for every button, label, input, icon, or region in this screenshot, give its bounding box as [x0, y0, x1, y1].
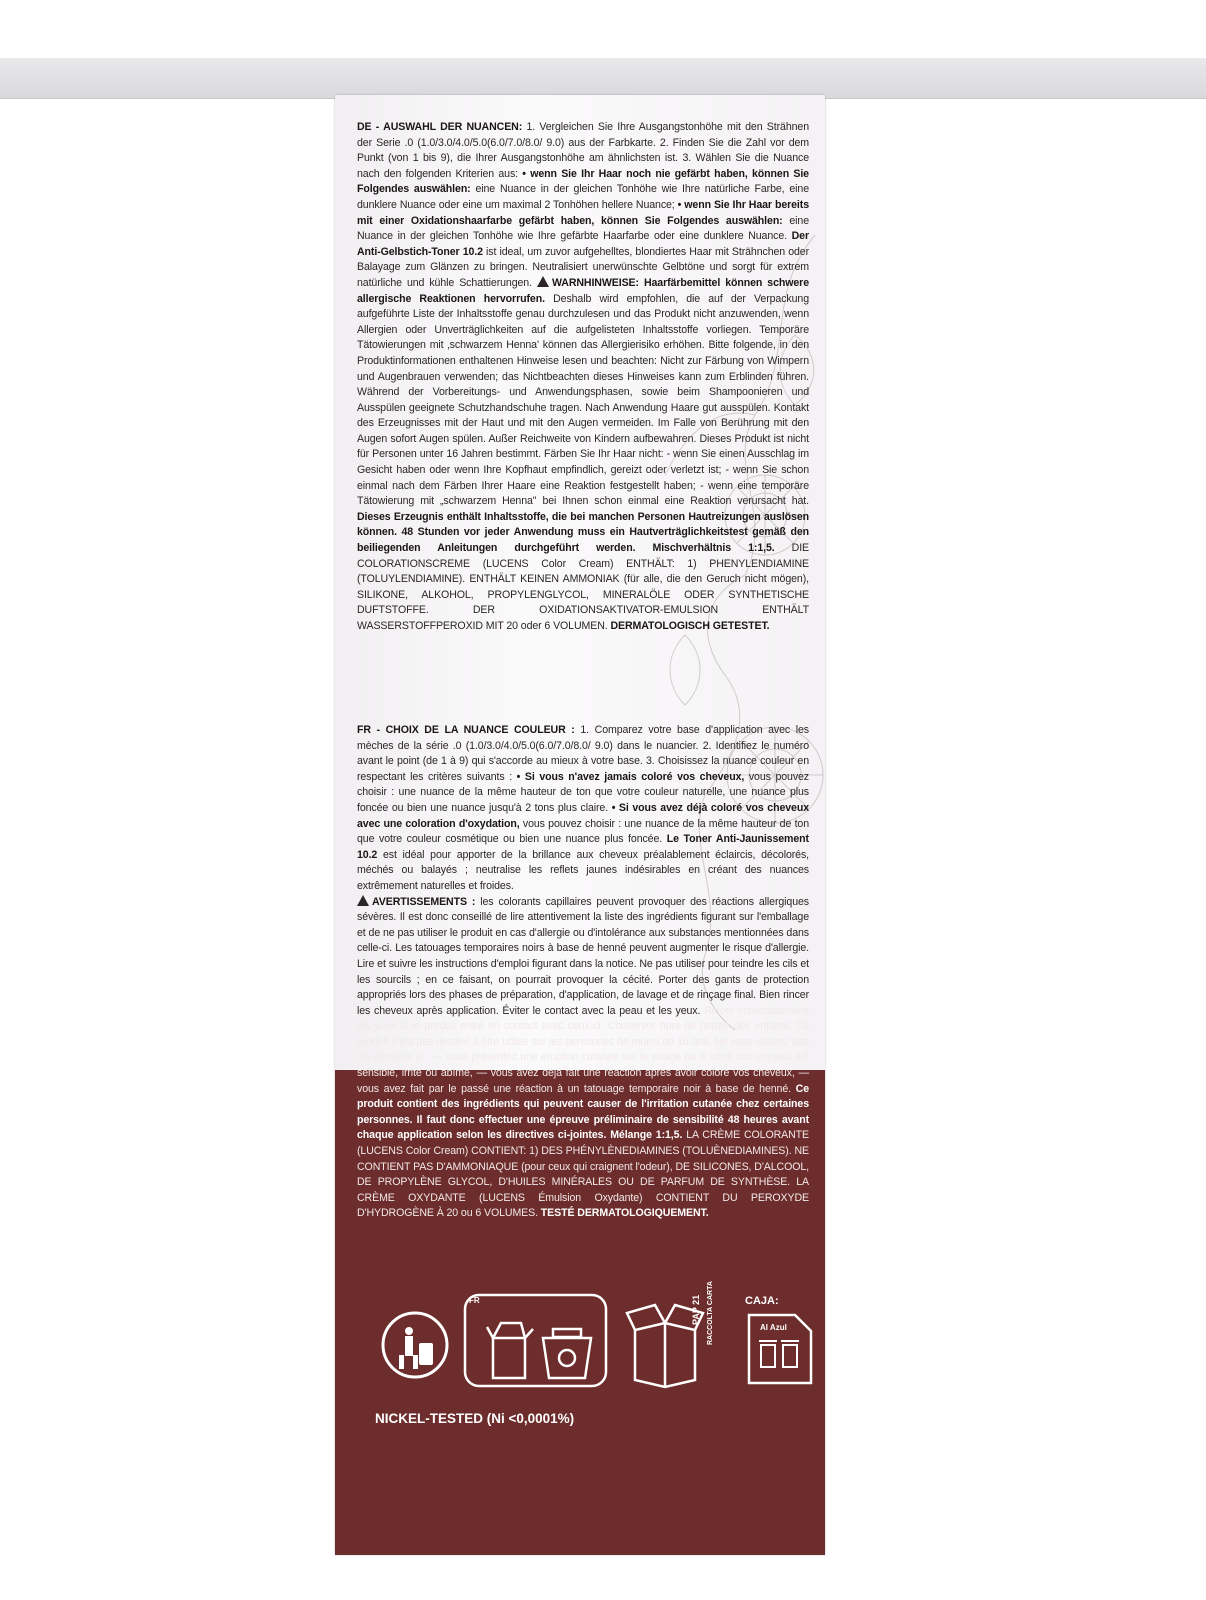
de-text-1: 1. Vergleichen Sie Ihre Ausgangstonhöhe mit den Strähnen der Serie .0 (1.0/3.0/4.0/5.0(6.0/7.0/8.0/ 9.0) aus der Farbkarte. 2. Finden Sie die Zahl vor dem Punkt (von 1 bis 9), die Ihrer Ausgangstonhöhe am ähnlichsten ist. 3. Wählen Sie die Nuance nach den folgenden Kriterien aus: — [357, 121, 809, 180]
de-text-3: eine Nuance in der gleichen Tonhöhe wie Ihre gefärbte Haarfarbe oder eine dunklere Nuance. — [357, 214, 809, 243]
fr-tag-label: FR — [469, 1296, 480, 1305]
de-bold-1: • wenn Sie Ihr Haar noch nie gefärbt haben, können Sie Folgendes auswählen: — [357, 167, 809, 196]
de-instructions — [357, 120, 809, 635]
pap-code: PAP 21 — [691, 1294, 701, 1325]
de-text-4: ist ideal, um zuvor aufgehelltes, blondiertes Haar mit Strähnchen oder Balayage zum Glänzen zu bringen. Neutralisiert unerwünschte Gelbtöne und sorgt für extrem natürliche und kühle Schattierungen. — [357, 245, 810, 289]
warning-icon — [537, 276, 549, 287]
fr-bold-1: • Si vous n'avez jamais coloré vos cheveux, — [516, 770, 745, 783]
nickel-tested-label: NICKEL-TESTED (Ni <0,0001%) — [375, 1411, 575, 1426]
de-text-6: DIE COLORATIONSCREME (LUCENS Color Cream) ENTHÄLT: 1) PHENYLENDIAMINE (TOLUYLENDIAMINE). ENTHÄLT KEINEN AMMONIAK (für alle, die den Geruch nicht mögen), SILIKONE, ALKOHOL, PROPYLENGLYCOL, MINERALÖLE ODER SYNTHETISCHE DUFTSTOFFE. DER OXIDATIONSAKTIVATOR-EMULSION ENTHÄLT WASSERSTOFFPEROXID MIT 20 oder 6 VOLUMEN. — [357, 542, 809, 632]
de-bold-6: DERMATOLOGISCH GETESTET. — [610, 620, 770, 632]
de-heading: DE - AUSWAHL DER NUANCEN: — [357, 121, 523, 133]
fr-bold-2: • Si vous avez déjà coloré vos cheveux avec une coloration d'oxydation, — [357, 801, 809, 830]
caja-label: CAJA: — [745, 1295, 779, 1307]
triman-recycle-icon — [375, 1305, 455, 1385]
raccolta-label: RACCOLTA CARTA — [707, 1281, 714, 1345]
de-text-5: Deshalb wird empfohlen, die auf der Verpackung aufgeführte Liste der Inhaltsstoffe genau durchzulesen und das Produkt nicht anzuwenden, wenn Allergien oder Unverträglichkeiten auf die aufgelisteten Inhaltsstoffe vorliegen. Temporäre Tätowierungen mit ‚schwarzem Henna' können das Allergierisiko erhöhen. Bitte folgende, in den Produktinformationen enthaltenen Hinweise lesen und beachten: Nicht zur Färbung von Wimpern und Augenbrauen verwenden; das Nichtbeachten dieses Hinweises kann zum Erblinden führen. Während der Vorbereitungs- und Anwendungsphasen, sowie beim Shampoonieren und Ausspülen geeignete Schutzhandschuhe tragen. Nach Anwendung Haare gut ausspülen. Kontakt des Erzeugnisses mit der Haut und mit den Augen vermeiden. Im Falle von Berührung mit den Augen sofort Augen spülen. Außer Reichweite von Kindern aufbewahren. Dieses Produkt ist nicht für Personen unter 16 Jahren bestimmt. Färben Sie Ihr Haar nicht: - wenn Sie einen Ausschlag im Gesicht haben oder wenn Ihre Kopfhaut empfindlich, gereizt oder verletzt ist; - wenn Sie schon einmal nach dem Färben Ihrer Haare eine Reaktion festgestellt haben; - wenn eine temporäre Tätowierung mit „schwarzem Henna" bei Ihnen schon einmal eine Reaktion verursacht hat. — [357, 292, 809, 508]
fr-sorting-info-icon — [463, 1293, 608, 1388]
box-top-edge — [0, 58, 1206, 99]
de-text-2: eine Nuance in der gleichen Tonhöhe wie Ihre natürliche Farbe, eine dunklere Nuance oder eine um maximal 2 Tonhöhen hellere Nuance; — [357, 183, 810, 211]
fr-instructions — [357, 723, 809, 1222]
fr-bold-3: Le Toner Anti-Jaunissement 10.2 — [357, 833, 809, 861]
fr-dark-section — [357, 1005, 809, 1220]
warning-icon — [357, 895, 369, 906]
fr-text-1: 1. Comparez votre base d'application avec les mèches de la série .0 (1.0/3.0/4.0/5.0(6.0/7.0/8.0/ 9.0) dans le nuancier. 2. Identifiez le numéro avant le point (de 1 à 9) qui s'accorde au mieux à votre base. 3. Choisissez la nuance couleur en respectant les critères suivants : — [357, 724, 809, 783]
de-bold-2: • wenn Sie Ihr Haar bereits mit einer Oxidationshaarfarbe gefärbt haben, können Sie Folgendes auswählen: — [357, 198, 809, 227]
fr-bold-4: AVERTISSEMENTS : — [372, 895, 476, 908]
product-box-side — [335, 95, 825, 1555]
fr-bold-6: TESTÉ DERMATOLOGIQUEMENT. — [540, 1207, 709, 1220]
de-bold-5: Dieses Erzeugnis enthält Inhaltsstoffe, die bei manchen Personen Hautreizungen auslösen können. 48 Stunden vor jeder Anwendung muss ein Hautverträglichkeitstest gemäß den beiliegenden Anleitungen durchgeführt werden. Mischverhältnis 1:1,5. — [357, 510, 809, 555]
fr-text-4: est idéal pour apporter de la brillance aux cheveux préalablement éclaircis, décolorés, méchés ou balayés ; neutralise les reflets jaunes indésirables en créant des nuances extrêmement naturelles et froides. — [357, 848, 809, 892]
al-azul-label: Al Azul — [760, 1323, 787, 1332]
de-bold-4: WARNHINWEISE: Haarfärbemittel können schwere allergische Reaktionen hervorrufen. — [357, 276, 809, 305]
fr-text-6: Rincer immédiatement les yeux si le produit entre en contact avec ceux-ci. Conserver hors de portée des enfants. Ce produit n'est pas destiné à être utilisé sur les personnes de moins de 16 ans. Ne vous colorez pas les cheveux si : — vous présentez une éruption cutanée sur le visage ou si votre cuir chevelu est sensible, irrité ou abîmé, — vous avez déjà fait une réaction après avoir coloré vos cheveux, — vous avez fait par le passé une réaction à un tatouage temporaire noir à base de henné. — [357, 1004, 809, 1095]
fr-text-3: vous pouvez choisir : une nuance de la même hauteur de ton que votre couleur cosmétique ou bien une nuance plus foncée. — [357, 817, 809, 846]
fr-text-7: LA CRÈME COLORANTE (LUCENS Color Cream) CONTIENT: 1) DES PHÉNYLÈNEDIAMINES (TOLUÈNEDIAMINES). NE CONTIENT PAS D'AMMONIAQUE (pour ceux qui craignent l'odeur), DE SILICONES, D'ALCOOL, DE PROPYLÈNE GLYCOL, D'HUILES MINÉRALES OU DE PARFUM DE SYNTHÈSE. LA CRÈME OXYDANTE (LUCENS Émulsion Oxydante) CONTIENT DU PEROXYDE D'HYDROGÈNE À 20 ou 6 VOLUMES. — [357, 1129, 809, 1220]
fr-text-5: les colorants capillaires peuvent provoquer des réactions allergiques sévères. Il est donc conseillé de lire attentivement la liste des ingrédients figurant sur l'emballage et de ne pas utiliser le produit en cas d'allergie ou d'intolérance aux substances mentionnées dans celle-ci. Les tatouages temporaires noirs à base de henné peuvent augmenter le risque d'allergie. Lire et suivre les instructions d'emploi figurant dans la notice. Ne pas utiliser pour teindre les cils et les sourcils ; en ce faisant, on pourrait provoquer la cécité. Porter des gants de protection appropriés lors des phases de préparation, d'application, de lavage et de rinçage final. Bien rincer les cheveux après application. Éviter le contact avec la peau et les yeux. — [357, 895, 809, 1017]
fr-heading: FR - CHOIX DE LA NUANCE COULEUR : — [357, 724, 575, 736]
fr-bold-5: Ce produit contient des ingrédients qui peuvent causer de l'irritation cutanée chez certaines personnes. Il faut donc effectuer une épreuve préliminaire de sensibilité 48 heures avant chaque application selon les directives ci-jointes. Mélange 1:1,5. — [357, 1082, 809, 1142]
fr-text-2: vous pouvez choisir : une nuance de la même hauteur de ton que votre couleur naturelle, une nuance plus foncée ou bien une nuance jusqu'à 2 tons plus claire. — [357, 770, 810, 814]
de-bold-3: Der Anti-Gelbstich-Toner 10.2 — [357, 230, 809, 258]
